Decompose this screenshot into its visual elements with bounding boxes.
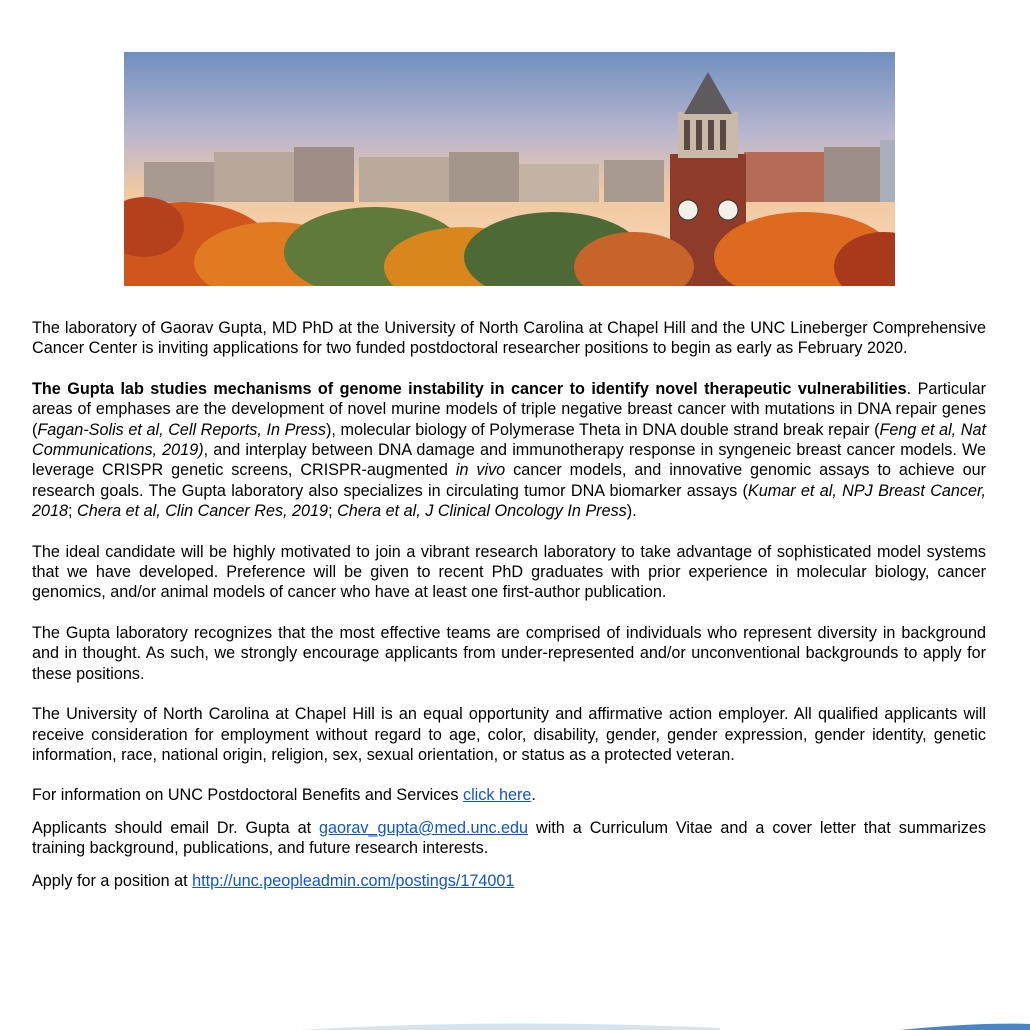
citation-chera-clin: Chera et al, Clin Cancer Res, 2019 bbox=[77, 502, 329, 521]
research-text-3: , and interplay between DNA damage and immunotherapy response in syngeneic breast cancer models. We leverage CRISPR genetic screens, CRISPR-augmented bbox=[32, 441, 986, 480]
research-text-5: ; bbox=[68, 502, 78, 521]
research-text-4: cancer models, and innovative genomic assays to achieve our research goals. The Gupta laboratory also specializes in circulating tumor DNA biomarker assays ( bbox=[32, 461, 987, 500]
benefits-text: For information on UNC Postdoctoral Benefits and Services bbox=[32, 786, 463, 805]
in-vivo-term: in vivo bbox=[455, 461, 506, 480]
citation-feng: Feng et al, Nat Communications, 2019) bbox=[32, 420, 986, 460]
benefits-after: . bbox=[531, 786, 536, 805]
benefits-link[interactable]: click here bbox=[462, 786, 532, 805]
research-text-7: ). bbox=[626, 502, 637, 521]
intro-paragraph: The laboratory of Gaorav Gupta, MD PhD at the University of North Carolina at Chapel Hill and the UNC Lineberger Comprehensive Cancer Center is inviting applications for two funded postdoctoral researcher positions to begin as early as February 2020. bbox=[32, 319, 986, 358]
citation-kumar: Kumar et al, NPJ Breast Cancer, 2018 bbox=[32, 481, 986, 521]
benefits-line bbox=[32, 785, 986, 805]
citation-chera-jco: Chera et al, J Clinical Oncology In Press bbox=[337, 502, 627, 521]
citation-fagan-solis: Fagan-Solis et al, Cell Reports, In Press bbox=[37, 420, 326, 439]
document-body bbox=[32, 318, 986, 891]
apply-text: Apply for a position at bbox=[32, 871, 193, 890]
research-text-1: . Particular areas of emphases are the development of novel murine models of triple negative breast cancer with mutations in DNA repair genes ( bbox=[32, 379, 986, 439]
research-text-2: ), molecular biology of Polymerase Theta in DNA double strand break repair ( bbox=[325, 420, 880, 439]
apply-link[interactable]: http://unc.peopleadmin.com/postings/174001 bbox=[192, 871, 515, 890]
email-text-before: Applicants should email Dr. Gupta at bbox=[32, 818, 320, 837]
apply-line bbox=[32, 871, 986, 891]
email-text-after: with a Curriculum Vitae and a cover letter that summarizes training background, publications, and future research interests. bbox=[32, 818, 986, 858]
research-paragraph bbox=[32, 379, 986, 522]
bottom-wave-decoration bbox=[0, 1018, 1030, 1030]
campus-banner-image bbox=[124, 52, 895, 286]
email-paragraph bbox=[32, 818, 986, 859]
research-text-6: ; bbox=[328, 502, 338, 521]
diversity-paragraph: The Gupta laboratory recognizes that the most effective teams are comprised of individuals who represent diversity in background and in thought. As such, we strongly encourage applicants from under-represented and/or unconventional backgrounds to apply for these positions. bbox=[32, 623, 986, 683]
email-link[interactable]: gaorav_gupta@med.unc.edu bbox=[319, 818, 529, 837]
research-headline: The Gupta lab studies mechanisms of genome instability in cancer to identify novel therapeutic vulnerabilities bbox=[32, 379, 907, 398]
candidate-paragraph: The ideal candidate will be highly motivated to join a vibrant research laboratory to take advantage of sophisticated model systems that we have developed. Preference will be given to recent PhD graduates with prior experience in molecular biology, cancer genomics, and/or animal models of cancer who have at least one first-author publication. bbox=[32, 542, 986, 602]
eeo-paragraph: The University of North Carolina at Chapel Hill is an equal opportunity and affirmative action employer. All qualified applicants will receive consideration for employment without regard to age, color, disability, gender, gender expression, gender identity, genetic information, race, national origin, religion, sex, sexual orientation, or status as a protected veteran. bbox=[32, 705, 986, 764]
